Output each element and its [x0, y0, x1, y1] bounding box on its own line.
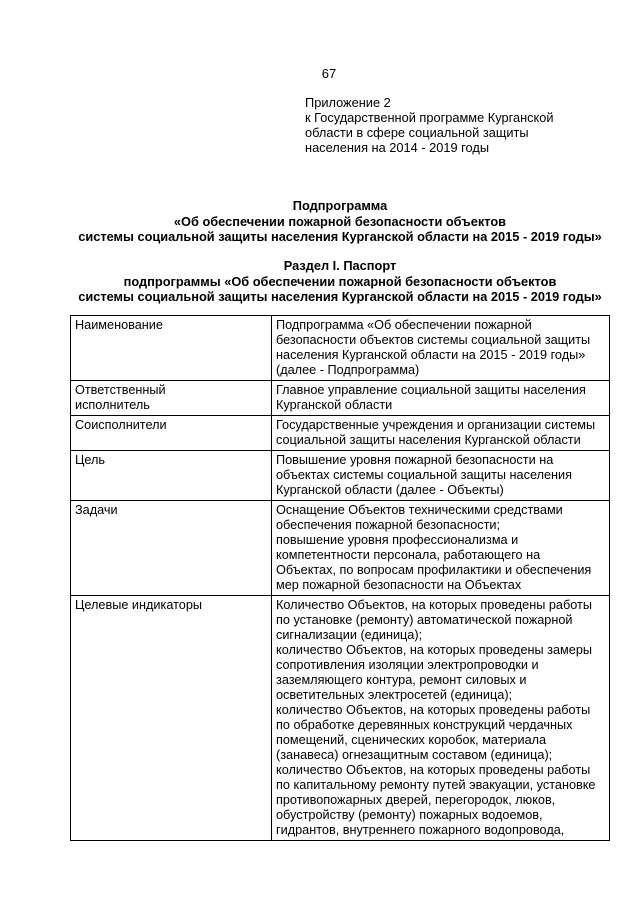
- row-label: Соисполнители: [75, 418, 167, 432]
- row-label: Наименование: [75, 318, 163, 332]
- row-label-cell: [71, 596, 272, 841]
- row-value-cell: [272, 596, 610, 841]
- row-value-cell: [272, 381, 610, 416]
- appendix-line: Приложение 2: [305, 95, 391, 110]
- row-value-line: противопожарных дверей, перегородок, люков,: [276, 793, 556, 807]
- subprogram-heading: [40, 198, 640, 245]
- row-label: исполнитель: [75, 398, 150, 412]
- page-number: 67: [321, 66, 337, 81]
- appendix-line: к Государственной программе Курганской: [305, 110, 554, 125]
- passport-table: [70, 315, 610, 841]
- row-value-line: (далее - Подпрограмма): [276, 363, 420, 377]
- row-value-line: Объектах, по вопросам профилактики и обеспечения: [276, 563, 592, 577]
- row-label-cell: [71, 501, 272, 596]
- row-label: Задачи: [75, 503, 118, 517]
- row-value-line: Повышение уровня пожарной безопасности на: [276, 453, 554, 467]
- row-value-line: по обработке деревянных конструкций чердачных: [276, 718, 573, 732]
- table-row: [71, 596, 610, 841]
- row-label: Целевые индикаторы: [75, 598, 203, 612]
- row-value-line: помещений, сценических коробок, материала: [276, 733, 547, 747]
- row-label-cell: [71, 451, 272, 501]
- passport-heading-line: Раздел I. Паспорт: [283, 258, 397, 273]
- row-value-line: (занавеса) огнезащитным составом (единица);: [276, 748, 553, 762]
- row-value-line: сигнализации (единица);: [276, 628, 423, 642]
- table-row: [71, 381, 610, 416]
- row-label-cell: [71, 316, 272, 381]
- row-label: Ответственный: [75, 383, 166, 397]
- table-row: [71, 451, 610, 501]
- row-value-cell: [272, 501, 610, 596]
- row-value-line: безопасности объектов системы социальной защиты: [276, 333, 591, 347]
- table-row: [71, 316, 610, 381]
- row-value-line: обустройству (ремонту) пожарных водоемов,: [276, 808, 543, 822]
- appendix-line: области в сфере социальной защиты: [305, 125, 529, 140]
- row-value-line: количество Объектов, на которых проведены работы: [276, 703, 591, 717]
- row-value-line: Оснащение Объектов техническими средствами: [276, 503, 563, 517]
- row-label-cell: [71, 416, 272, 451]
- row-value-line: количество Объектов, на которых проведены замеры: [276, 643, 592, 657]
- row-value-line: социальной защиты населения Курганской области: [276, 433, 581, 447]
- row-value-cell: [272, 416, 610, 451]
- row-value-cell: [272, 316, 610, 381]
- row-value-line: Подпрограмма «Об обеспечении пожарной: [276, 318, 532, 332]
- row-value-line: мер пожарной безопасности на Объектах: [276, 578, 522, 592]
- passport-heading-line: подпрограммы «Об обеспечении пожарной безопасности объектов: [123, 273, 557, 289]
- subprogram-heading-line: «Об обеспечении пожарной безопасности объектов: [173, 213, 507, 229]
- row-value-line: Курганской области (далее - Объекты): [276, 483, 504, 497]
- row-label-cell: [71, 381, 272, 416]
- row-value-line: Курганской области: [276, 398, 393, 412]
- passport-heading-line: системы социальной защиты населения Курганской области на 2015 - 2019 годы»: [78, 289, 602, 304]
- passport-heading: [40, 258, 640, 305]
- table-row: [71, 501, 610, 596]
- row-value-line: Главное управление социальной защиты населения: [276, 383, 586, 397]
- row-value-cell: [272, 451, 610, 501]
- row-value-line: компетентности персонала, работающего на: [276, 548, 541, 562]
- row-value-line: сопротивления изоляции электропроводки и: [276, 658, 539, 672]
- row-value-line: осветительных электросетей (единица);: [276, 688, 513, 702]
- row-value-line: обеспечения пожарной безопасности;: [276, 518, 501, 532]
- subprogram-heading-line: системы социальной защиты населения Курганской области на 2015 - 2019 годы»: [78, 229, 602, 244]
- appendix-line: населения на 2014 - 2019 годы: [305, 140, 490, 155]
- table-row: [71, 416, 610, 451]
- row-value-line: количество Объектов, на которых проведены работы: [276, 763, 591, 777]
- row-value-line: заземляющего контура, ремонт силовых и: [276, 673, 527, 687]
- row-value-line: гидрантов, внутреннего пожарного водопровода,: [276, 823, 565, 837]
- row-value-line: Количество Объектов, на которых проведены работы: [276, 598, 592, 612]
- subprogram-heading-line: Подпрограмма: [292, 198, 388, 213]
- row-value-line: повышение уровня профессионализма и: [276, 533, 519, 547]
- row-value-line: по установке (ремонту) автоматической пожарной: [276, 613, 573, 627]
- row-value-line: объектах системы социальной защиты населения: [276, 468, 572, 482]
- row-value-line: населения Курганской области на 2015 - 2019 годы»: [276, 348, 586, 362]
- row-label: Цель: [75, 453, 106, 467]
- row-value-line: Государственные учреждения и организации системы: [276, 418, 596, 432]
- row-value-line: по капитальному ремонту путей эвакуации, установке: [276, 778, 596, 792]
- appendix-note: [305, 95, 625, 155]
